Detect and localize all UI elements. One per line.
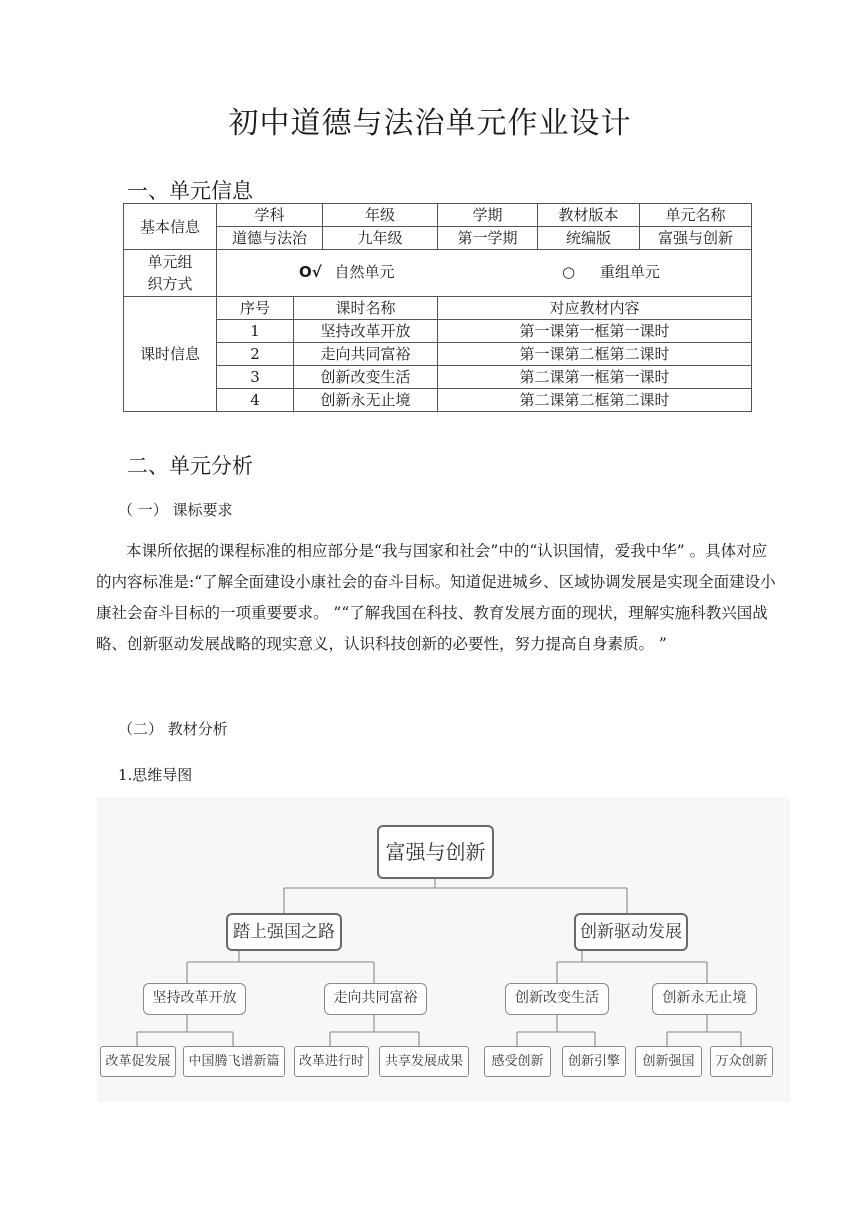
mind-map-leaf: 感受创新 (484, 1046, 551, 1077)
lesson-header-no: 序号 (217, 297, 294, 320)
subheading-curriculum-standard: （ 一） 课标要求 (118, 501, 233, 519)
natural-unit-option[interactable] (299, 262, 395, 282)
lesson-no: 4 (217, 389, 294, 412)
section-heading-unit-info: 一、单元信息 (127, 179, 253, 203)
lesson-name: 创新永无止境 (294, 389, 438, 412)
regroup-unit-option[interactable] (562, 262, 660, 282)
header-subject: 学科 (217, 204, 323, 227)
value-unit-name: 富强与创新 (640, 227, 752, 250)
natural-unit-label: 自然单元 (334, 263, 395, 281)
org-label-line2: 织方式 (147, 275, 193, 293)
mind-map-leaf: 创新引擎 (562, 1046, 626, 1077)
lesson-header-content: 对应教材内容 (438, 297, 752, 320)
value-grade: 九年级 (323, 227, 438, 250)
regroup-unit-radio-mark: ○ (562, 263, 576, 281)
header-semester: 学期 (438, 204, 538, 227)
curriculum-paragraph: 本课所依据的课程标准的相应部分是“我与国家和社会”中的“认识国情，爱我中华” 。具体对应的内容标准是:“了解全面建设小康社会的奋斗目标。知道促进城乡、区域协调发展是实现全面建设小康社会奋斗目标的一项重要要求。 ”“了解我国在科技、教育发展方面的现状，理解实施科教兴国战略、创新驱动发展战略的现实意义，认识科技创新的必要性，努力提高自身素质。 ” (96, 542, 776, 653)
lesson-name: 走向共同富裕 (294, 343, 438, 366)
table-row (124, 366, 752, 389)
lesson-content: 第二课第二框第二课时 (438, 389, 752, 412)
mind-map-leaf: 创新强国 (635, 1046, 702, 1077)
lesson-no: 1 (217, 320, 294, 343)
mind-map-leaf: 中国腾飞谱新篇 (183, 1046, 285, 1077)
org-options-cell (217, 250, 752, 297)
mind-map-leaf: 万众创新 (710, 1046, 773, 1077)
lesson-no: 3 (217, 366, 294, 389)
mind-map-branch-innovation: 创新驱动发展 (574, 913, 688, 951)
lesson-no: 2 (217, 343, 294, 366)
lesson-content: 第一课第一框第一课时 (438, 320, 752, 343)
lesson-header-name: 课时名称 (294, 297, 438, 320)
mind-map-node-innovation-life: 创新改变生活 (505, 983, 609, 1015)
value-edition: 统编版 (538, 227, 640, 250)
mind-map-branch-strong-nation: 踏上强国之路 (226, 913, 342, 951)
header-grade: 年级 (323, 204, 438, 227)
natural-unit-checked-mark: O√ (299, 263, 322, 281)
lesson-content: 第一课第二框第二课时 (438, 343, 752, 366)
table-row (124, 389, 752, 412)
lesson-info-label: 课时信息 (124, 297, 217, 412)
lesson-content: 第二课第一框第一课时 (438, 366, 752, 389)
mind-map-leaf: 共享发展成果 (379, 1046, 469, 1077)
org-label (124, 250, 217, 297)
section-heading-unit-analysis: 二、单元分析 (127, 454, 253, 478)
header-edition: 教材版本 (538, 204, 640, 227)
basic-info-label: 基本信息 (124, 204, 217, 250)
mind-map-node-endless-innovation: 创新永无止境 (652, 983, 757, 1015)
lesson-name: 创新改变生活 (294, 366, 438, 389)
subheading-mind-map: 1.思维导图 (118, 766, 193, 784)
value-semester: 第一学期 (438, 227, 538, 250)
value-subject: 道德与法治 (217, 227, 323, 250)
mind-map-leaf: 改革促发展 (100, 1046, 176, 1077)
org-label-line1: 单元组 (147, 253, 193, 271)
mind-map-node-prosperity: 走向共同富裕 (324, 983, 427, 1015)
lesson-name: 坚持改革开放 (294, 320, 438, 343)
table-row (124, 343, 752, 366)
mind-map-root: 富强与创新 (377, 825, 494, 879)
header-unit-name: 单元名称 (640, 204, 752, 227)
mind-map-leaf: 改革进行时 (294, 1046, 369, 1077)
mind-map-node-reform: 坚持改革开放 (143, 983, 246, 1015)
page-title: 初中道德与法治单元作业设计 (228, 106, 632, 141)
unit-info-table (123, 203, 752, 412)
subheading-textbook-analysis: （二） 教材分析 (118, 720, 228, 738)
mind-map (97, 797, 790, 1102)
table-row (124, 320, 752, 343)
regroup-unit-label: 重组单元 (599, 263, 660, 281)
